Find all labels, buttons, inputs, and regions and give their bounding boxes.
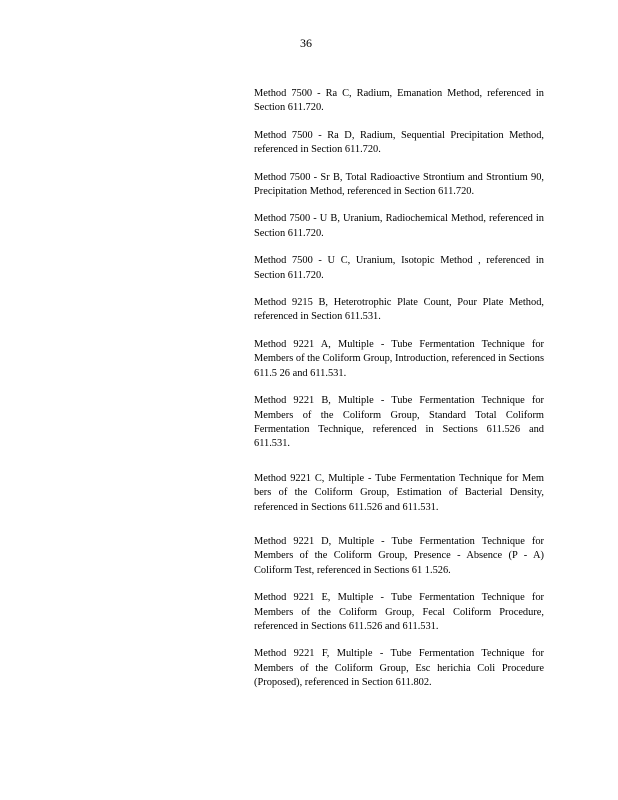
method-entry-9221-d: Method 9221 D, Multiple - Tube Fermentation Technique for Members of the Coliform Group, Presence - Absence (P - A) Coliform Test, referenced in Sections 61 1.526. — [254, 535, 544, 576]
method-entry-7500-sr-b: Method 7500 - Sr B, Total Radioactive Strontium and Strontium 90, Precipitation Method, referenced in Section 611.720. — [254, 171, 544, 198]
method-entry-9221-f: Method 9221 F, Multiple - Tube Fermentation Technique for Members of the Coliform Group, Esc herichia Coli Procedure (Proposed), referenced in Section 611.802. — [254, 648, 544, 689]
method-entry-9221-c: Method 9221 C, Multiple - Tube Fermentation Technique for Mem bers of the Coliform Group, Estimation of Bacterial Density, referenced in Sections 611.526 and 611.531. — [254, 472, 544, 513]
method-reference-list — [254, 87, 544, 704]
method-entry-7500-u-b: Method 7500 - U B, Uranium, Radiochemical Method, referenced in Section 611.720. — [254, 213, 544, 239]
method-entry-7500-u-c: Method 7500 - U C, Uranium, Isotopic Method , referenced in Section 611.720. — [254, 255, 544, 281]
method-entry-9221-e: Method 9221 E, Multiple - Tube Fermentation Technique for Members of the Coliform Group, Fecal Coliform Procedure, referenced in Sections 611.526 and 611.531. — [254, 592, 544, 632]
method-entry-9221-b: Method 9221 B, Multiple - Tube Fermentation Technique for Members of the Coliform Group, Standard Total Coliform Fermentation Technique, referenced in Sections 611.526 and 611.531. — [254, 395, 544, 450]
method-entry-7500-ra-d: Method 7500 - Ra D, Radium, Sequential Precipitation Method, referenced in Section 611.720. — [254, 129, 544, 156]
page-number: 36 — [300, 36, 312, 50]
method-entry-7500-ra-c: Method 7500 - Ra C, Radium, Emanation Method, referenced in Section 611.720. — [254, 88, 544, 114]
method-entry-9221-a: Method 9221 A, Multiple - Tube Fermentation Technique for Members of the Coliform Group, Introduction, referenced in Sections 611.5 26 and 611.531. — [254, 338, 544, 379]
method-entry-9215-b: Method 9215 B, Heterotrophic Plate Count, Pour Plate Method, referenced in Section 611.531. — [254, 297, 544, 323]
